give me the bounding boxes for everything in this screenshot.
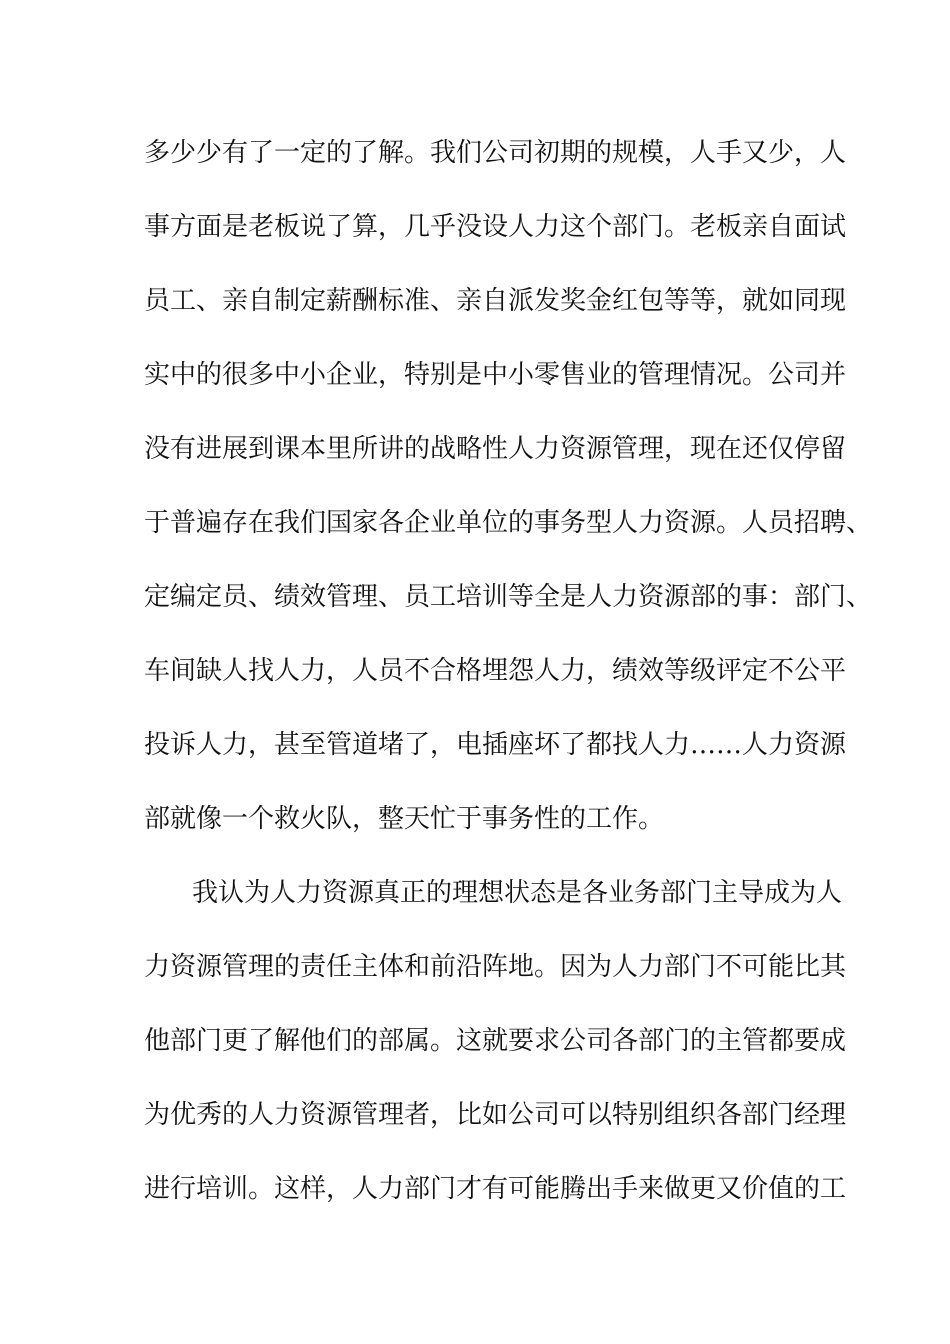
body-text bbox=[144, 133, 873, 1243]
text-line: 实中的很多中小企业，特别是中小零售业的管理情况。公司并 bbox=[144, 360, 847, 390]
text-line: 投诉人力，甚至管道堵了，电插座坏了都找人力……人力资源 bbox=[144, 730, 847, 760]
text-line: 没有进展到课本里所讲的战略性人力资源管理，现在还仅停留 bbox=[144, 434, 847, 464]
text-line: 为优秀的人力资源管理者，比如公司可以特别组织各部门经理 bbox=[144, 1100, 847, 1130]
text-line: 于普遍存在我们国家各企业单位的事务型人力资源。人员招聘、 bbox=[144, 508, 873, 538]
text-line: 部就像一个救火队，整天忙于事务性的工作。 bbox=[144, 804, 665, 834]
text-line: 他部门更了解他们的部属。这就要求公司各部门的主管都要成 bbox=[144, 1026, 847, 1056]
text-line: 事方面是老板说了算，几乎没设人力这个部门。老板亲自面试 bbox=[144, 212, 847, 242]
text-line: 员工、亲自制定薪酬标准、亲自派发奖金红包等等，就如同现 bbox=[144, 286, 847, 316]
text-line: 多少少有了一定的了解。我们公司初期的规模，人手又少，人 bbox=[144, 138, 847, 168]
text-line: 进行培训。这样，人力部门才有可能腾出手来做更又价值的工 bbox=[144, 1174, 847, 1204]
paragraph-start-line: 我认为人力资源真正的理想状态是各业务部门主导成为人 bbox=[192, 878, 843, 908]
text-line: 力资源管理的责任主体和前沿阵地。因为人力部门不可能比其 bbox=[144, 952, 847, 982]
text-line: 车间缺人找人力，人员不合格埋怨人力，绩效等级评定不公平 bbox=[144, 656, 847, 686]
text-line: 定编定员、绩效管理、员工培训等全是人力资源部的事：部门、 bbox=[144, 582, 873, 612]
